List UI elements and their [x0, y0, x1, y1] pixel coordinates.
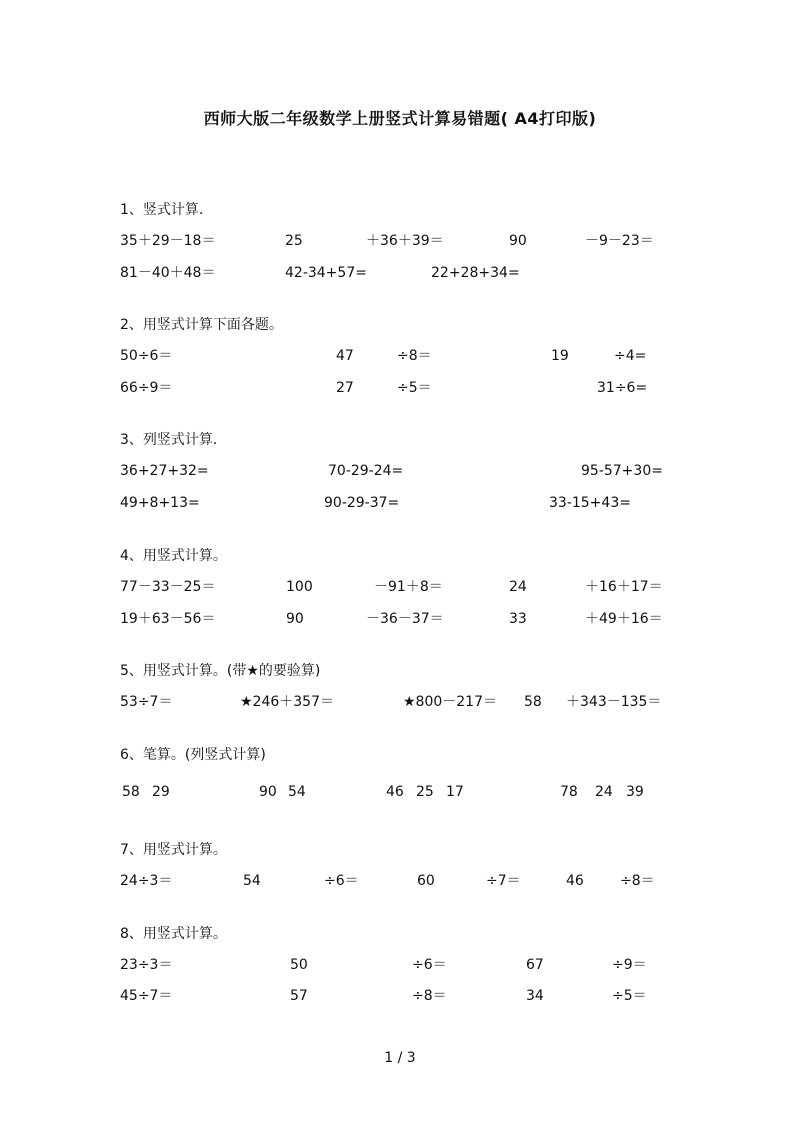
- problem: 95-57+30=: [581, 463, 663, 479]
- problem: 90-29-37=: [324, 495, 400, 511]
- problem: 23÷3＝: [120, 957, 173, 973]
- problem: 77－33－25＝: [120, 579, 216, 595]
- section-heading: 6、笔算。(列竖式计算): [120, 747, 266, 763]
- problem: ÷8＝: [412, 988, 447, 1004]
- problem: 33: [509, 611, 527, 627]
- problem: 22+28+34=: [431, 265, 520, 281]
- number: 39: [626, 784, 644, 800]
- problem: ÷8＝: [620, 873, 655, 889]
- problem: 53÷7＝: [120, 694, 173, 710]
- problem: ÷4=: [614, 348, 647, 364]
- number: 58: [122, 784, 140, 800]
- problem: 35＋29－18＝: [120, 233, 216, 249]
- section-heading: 8、用竖式计算。: [120, 926, 227, 942]
- problem: 49+8+13=: [120, 495, 200, 511]
- problem: 54: [243, 873, 261, 889]
- problem: 57: [290, 988, 308, 1004]
- problem: ＋36＋39＝: [366, 233, 444, 249]
- number: 78: [560, 784, 578, 800]
- problem: ÷5＝: [397, 380, 432, 396]
- problem: 34: [526, 988, 544, 1004]
- section-heading: 4、用竖式计算。: [120, 548, 227, 564]
- problem: 42-34+57=: [285, 265, 367, 281]
- problem: 50÷6＝: [120, 348, 173, 364]
- problem: 27: [336, 380, 354, 396]
- problem: 50: [290, 957, 308, 973]
- problem: 31÷6=: [597, 380, 648, 396]
- problem: 19: [551, 348, 569, 364]
- problem: ＋16＋17＝: [585, 579, 663, 595]
- problem: 70-29-24=: [328, 463, 404, 479]
- problem: 66÷9＝: [120, 380, 173, 396]
- page-number: 1 / 3: [384, 1050, 416, 1066]
- section-heading: 7、用竖式计算。: [120, 842, 227, 858]
- problem: 36+27+32=: [120, 463, 209, 479]
- problem: 25: [285, 233, 303, 249]
- problem: ★246＋357＝: [240, 694, 334, 710]
- number: 24: [595, 784, 613, 800]
- problem: －36－37＝: [366, 611, 444, 627]
- problem: 58: [524, 694, 542, 710]
- section-heading: 5、用竖式计算。(带★的要验算): [120, 663, 321, 679]
- number: 90: [259, 784, 277, 800]
- problem: ÷8＝: [397, 348, 432, 364]
- number: 17: [446, 784, 464, 800]
- problem: ÷7＝: [486, 873, 521, 889]
- section-heading: 1、竖式计算.: [120, 202, 204, 218]
- number: 54: [288, 784, 306, 800]
- problem: ÷6＝: [324, 873, 359, 889]
- problem: 33-15+43=: [549, 495, 631, 511]
- problem: －91＋8＝: [374, 579, 443, 595]
- problem: 67: [526, 957, 544, 973]
- problem: －9－23＝: [585, 233, 654, 249]
- section-heading: 3、列竖式计算.: [120, 432, 218, 448]
- problem: 46: [566, 873, 584, 889]
- problem: ＋49＋16＝: [585, 611, 663, 627]
- problem: 47: [336, 348, 354, 364]
- problem: ÷6＝: [412, 957, 447, 973]
- problem: 81－40＋48＝: [120, 265, 216, 281]
- problem: 24÷3＝: [120, 873, 173, 889]
- problem: 90: [509, 233, 527, 249]
- page-title: 西师大版二年级数学上册竖式计算易错题( A4打印版): [203, 109, 597, 128]
- number: 46: [386, 784, 404, 800]
- problem: ÷9＝: [612, 957, 647, 973]
- problem: 19＋63－56＝: [120, 611, 216, 627]
- problem: ＋343－135＝: [566, 694, 662, 710]
- section-heading: 2、用竖式计算下面各题。: [120, 317, 283, 333]
- problem: 45÷7＝: [120, 988, 173, 1004]
- number: 25: [416, 784, 434, 800]
- problem: 24: [509, 579, 527, 595]
- problem: ÷5＝: [612, 988, 647, 1004]
- number: 29: [152, 784, 170, 800]
- problem: 60: [417, 873, 435, 889]
- problem: ★800－217＝: [403, 694, 497, 710]
- problem: 100: [286, 579, 313, 595]
- problem: 90: [286, 611, 304, 627]
